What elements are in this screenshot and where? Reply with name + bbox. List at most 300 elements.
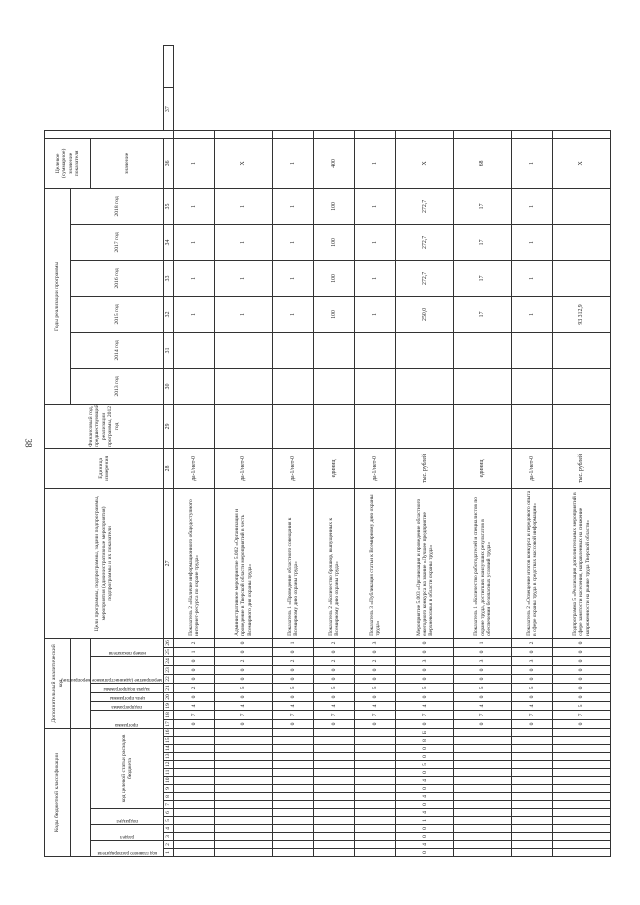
code-digit-cell: 4 — [272, 702, 313, 711]
code-digit-cell: 4 — [396, 809, 454, 817]
year-2016-cell: 100 — [314, 260, 355, 296]
year-2014-cell — [314, 332, 355, 368]
code-digit-cell — [174, 833, 215, 841]
code-digit-cell — [553, 825, 611, 833]
year-2018-cell: 100 — [314, 188, 355, 224]
code-digit-cell — [553, 849, 611, 857]
code-digit-cell: 2 — [355, 657, 396, 666]
target-value-cell: Х — [396, 138, 454, 188]
code-digit-cell: 1 — [396, 817, 454, 825]
column-number: 12 — [164, 761, 174, 769]
code-digit-cell: 7 — [454, 711, 512, 720]
code-digit-cell — [355, 841, 396, 849]
column-number: 4 — [164, 825, 174, 833]
code-digit-cell — [355, 849, 396, 857]
code-digit-cell — [511, 825, 552, 833]
year-2015-cell: 250,0 — [396, 296, 454, 332]
code-digit-cell — [215, 841, 273, 849]
code-digit-cell — [454, 793, 512, 801]
code-digit-cell — [174, 841, 215, 849]
code-digit-cell: 0 — [511, 666, 552, 675]
code-digit-cell — [314, 833, 355, 841]
prev-year-cell — [215, 404, 273, 448]
code-digit-cell: 0 — [553, 720, 611, 729]
column-number: 20 — [164, 693, 174, 702]
code-digit-cell — [355, 745, 396, 753]
code-digit-cell: 7 — [396, 711, 454, 720]
code-digit-cell: 0 — [396, 693, 454, 702]
column-number-row — [164, 46, 174, 857]
year-2018-cell — [553, 188, 611, 224]
year-2017-cell: 1 — [511, 224, 552, 260]
code-digit-cell: 5 — [454, 684, 512, 693]
code-digit-cell — [314, 785, 355, 793]
fin-prev-header: Финансовый год, предшествующий реализации программы, 2012 год — [45, 404, 164, 448]
code-digit-cell — [355, 817, 396, 825]
year-2014-cell — [355, 332, 396, 368]
code-digit-cell — [215, 753, 273, 761]
year-2013-cell — [272, 368, 313, 404]
code-digit-cell — [511, 801, 552, 809]
year-2015-cell: 1 — [272, 296, 313, 332]
code-digit-cell — [314, 809, 355, 817]
code-digit-cell — [174, 793, 215, 801]
column-number: 16 — [164, 729, 174, 737]
code-digit-cell: 4 — [355, 702, 396, 711]
code-digit-cell — [454, 817, 512, 825]
column-number: 24 — [164, 657, 174, 666]
code-digit-cell: 0 — [174, 693, 215, 702]
column-number: 5 — [164, 817, 174, 825]
column-number: 7 — [164, 801, 174, 809]
table-row — [174, 46, 215, 857]
code-digit-cell — [174, 769, 215, 777]
code-digit-cell — [454, 801, 512, 809]
code-digit-cell: 0 — [215, 720, 273, 729]
code-digit-cell: 7 — [314, 711, 355, 720]
code-digit-cell — [355, 769, 396, 777]
code-digit-cell — [215, 785, 273, 793]
description-cell: Подпрограмма 5 «Реализация дополнительных мероприятий в сфере занятости населения, направленных на снижение напряженности на рынке труда Тверской области» — [553, 488, 611, 638]
code-digit-cell: 0 — [314, 675, 355, 684]
column-number: 28 — [164, 448, 174, 488]
column-number: 19 — [164, 702, 174, 711]
code-digit-cell: 0 — [272, 648, 313, 657]
code-digit-cell — [272, 841, 313, 849]
code-digit-cell: 0 — [396, 638, 454, 647]
year-2015-cell: 93 312,9 — [553, 296, 611, 332]
column-number: 3 — [164, 833, 174, 841]
code-digit-cell — [272, 785, 313, 793]
code-digit-cell — [511, 849, 552, 857]
year-2018-header: 2018 год — [71, 188, 164, 224]
code-digit-cell — [174, 825, 215, 833]
code-digit-cell: 0 — [511, 648, 552, 657]
code-digit-cell — [174, 785, 215, 793]
code-digit-cell: 0 — [396, 720, 454, 729]
column-number: 2 — [164, 841, 174, 849]
code-digit-cell — [272, 809, 313, 817]
code-digit-cell: 2 — [314, 657, 355, 666]
code-digit-cell: 0 — [355, 648, 396, 657]
column-number: 33 — [164, 260, 174, 296]
code-digit-cell: 0 — [215, 675, 273, 684]
target-value-cell: Х — [215, 138, 273, 188]
description-cell: Мероприятие 5.003 «Организация и проведение областного ежегодного конкурса на звание «Лучшее предприятие Верхневолжья в области охраны труда» — [396, 488, 454, 638]
year-2014-cell — [396, 332, 454, 368]
description-cell: Показатель 1 «Количество работодателей и специалистов по охране труда, достигших наилучших результатов в обеспечении безопасных условий труда» — [454, 488, 512, 638]
code-digit-cell — [215, 729, 273, 737]
code-digit-cell — [511, 809, 552, 817]
year-2015-cell: 1 — [511, 296, 552, 332]
unit-cell: да-1/нет-0 — [511, 448, 552, 488]
code-digit-cell: 0 — [396, 675, 454, 684]
code-digit-cell — [272, 833, 313, 841]
code-digit-cell — [454, 785, 512, 793]
column-number: 9 — [164, 785, 174, 793]
code-digit-cell — [553, 729, 611, 737]
code-digit-cell — [272, 729, 313, 737]
years-group-header: Годы реализации программы — [45, 188, 71, 404]
kbk-header: Коды бюджетной классификации — [45, 729, 71, 857]
year-2013-header: 2013 год — [71, 368, 164, 404]
target-value-cell: 1 — [511, 138, 552, 188]
code-digit-cell: 0 — [396, 745, 454, 753]
description-cell: Показатель 1 «Проведение областного совещания к Всемирному дню охраны труда» — [272, 488, 313, 638]
code-digit-cell: 7 — [272, 711, 313, 720]
year-2014-cell — [511, 332, 552, 368]
target-value-cell: Х — [553, 138, 611, 188]
column-number: 23 — [164, 666, 174, 675]
code-digit-cell — [553, 745, 611, 753]
code-digit-cell — [511, 761, 552, 769]
code-digit-cell: 0 — [454, 720, 512, 729]
description-cell: Показатель 3 «Публикация статьи к Всемирному дню охраны труда» — [355, 488, 396, 638]
code-digit-cell: 4 — [174, 702, 215, 711]
code-digit-cell: 0 — [314, 720, 355, 729]
code-digit-cell — [454, 841, 512, 849]
code-digit-cell — [511, 841, 552, 849]
code-digit-cell — [314, 825, 355, 833]
code-digit-cell — [511, 817, 552, 825]
year-2013-cell — [511, 368, 552, 404]
code-digit-cell — [174, 849, 215, 857]
column-number: 26 — [164, 638, 174, 647]
year-2017-cell: 1 — [174, 224, 215, 260]
code-digit-cell — [314, 777, 355, 785]
code-digit-cell — [355, 785, 396, 793]
code-digit-cell: 2 — [215, 657, 273, 666]
code-digit-cell: 2 — [174, 638, 215, 647]
sub-header: код главного распорядителя — [97, 850, 157, 855]
code-digit-cell: 0 — [272, 675, 313, 684]
code-digit-cell: 7 — [553, 711, 611, 720]
column-number: 25 — [164, 648, 174, 657]
code-digit-cell: 5 — [396, 761, 454, 769]
code-digit-cell: 0 — [396, 753, 454, 761]
code-digit-cell — [511, 769, 552, 777]
unit-cell: да-1/нет-0 — [174, 448, 215, 488]
code-digit-cell — [511, 833, 552, 841]
description-cell: Административное мероприятие 5.002 «Организация и проведение в Тверской области мероприятий в честь Всемирного дня охраны труда» — [215, 488, 273, 638]
code-digit-cell: 0 — [511, 693, 552, 702]
code-digit-cell — [314, 769, 355, 777]
column-number: 11 — [164, 769, 174, 777]
code-digit-cell — [511, 785, 552, 793]
column-number: 32 — [164, 296, 174, 332]
code-digit-cell — [553, 841, 611, 849]
year-2015-header: 2015 год — [71, 296, 164, 332]
code-digit-cell — [174, 809, 215, 817]
unit-cell: тыс. рублей — [396, 448, 454, 488]
code-digit-cell: 0 — [454, 666, 512, 675]
year-2016-cell: 1 — [174, 260, 215, 296]
code-digit-cell — [272, 801, 313, 809]
code-digit-cell: 0 — [272, 720, 313, 729]
column-number: 37 — [164, 88, 174, 130]
column-number: 34 — [164, 224, 174, 260]
code-digit-cell — [511, 793, 552, 801]
code-digit-cell — [215, 761, 273, 769]
prev-year-cell — [511, 404, 552, 448]
column-number: 17 — [164, 720, 174, 729]
code-digit-cell: 0 — [272, 693, 313, 702]
code-digit-cell — [272, 737, 313, 745]
code-digit-cell: 4 — [396, 793, 454, 801]
code-digit-cell: 7 — [215, 711, 273, 720]
column-number: 30 — [164, 368, 174, 404]
code-digit-cell: 0 — [215, 693, 273, 702]
code-digit-cell — [314, 737, 355, 745]
table-row — [511, 46, 552, 857]
code-digit-cell — [174, 817, 215, 825]
table-row — [355, 46, 396, 857]
year-2016-cell: 1 — [215, 260, 273, 296]
code-digit-cell — [272, 769, 313, 777]
column-number: 22 — [164, 675, 174, 684]
code-digit-cell: 7 — [174, 711, 215, 720]
column-number: 36 — [164, 138, 174, 188]
code-digit-cell — [174, 745, 215, 753]
code-digit-cell — [553, 801, 611, 809]
code-digit-cell — [454, 769, 512, 777]
year-2016-cell: 272,7 — [396, 260, 454, 296]
code-digit-cell: 0 — [396, 785, 454, 793]
year-2014-cell — [454, 332, 512, 368]
code-digit-cell — [314, 729, 355, 737]
unit-header: Единица измерения — [45, 448, 164, 488]
year-2013-cell — [553, 368, 611, 404]
unit-cell: да-1/нет-0 — [215, 448, 273, 488]
code-digit-cell: 0 — [553, 666, 611, 675]
table-row — [314, 46, 355, 857]
column-number: 10 — [164, 777, 174, 785]
code-digit-cell: 4 — [396, 841, 454, 849]
code-digit-cell — [355, 753, 396, 761]
column-number: 21 — [164, 684, 174, 693]
code-digit-cell — [553, 817, 611, 825]
code-digit-cell: 0 — [553, 675, 611, 684]
code-digit-cell — [215, 825, 273, 833]
code-digit-cell — [553, 761, 611, 769]
code-digit-cell — [215, 801, 273, 809]
code-digit-cell — [174, 761, 215, 769]
target-value-cell: 400 — [314, 138, 355, 188]
goals-header: Цели программы, подпрограммы, задачи подпрограммы, мероприятия (административные мероприятия) подпрограммы и их показатели — [45, 488, 164, 638]
code-digit-cell — [511, 737, 552, 745]
code-digit-cell: 0 — [396, 769, 454, 777]
year-2014-cell — [272, 332, 313, 368]
target-value-cell: 68 — [454, 138, 512, 188]
code-digit-cell: 0 — [553, 638, 611, 647]
code-digit-cell — [174, 737, 215, 745]
code-digit-cell: 0 — [454, 675, 512, 684]
year-2013-cell — [454, 368, 512, 404]
code-digit-cell — [174, 729, 215, 737]
table-body — [174, 46, 611, 857]
column-number: 29 — [164, 404, 174, 448]
table-row — [454, 46, 512, 857]
code-digit-cell: 0 — [355, 693, 396, 702]
year-2016-cell: 17 — [454, 260, 512, 296]
table-row — [215, 46, 273, 857]
rotated-table-container — [44, 45, 611, 857]
column-number: 35 — [164, 188, 174, 224]
year-2014-cell — [174, 332, 215, 368]
code-digit-cell — [454, 745, 512, 753]
target-value-cell: 1 — [355, 138, 396, 188]
code-digit-cell — [314, 753, 355, 761]
code-digit-cell: 5 — [272, 684, 313, 693]
code-digit-cell — [355, 809, 396, 817]
year-2018-cell: 1 — [272, 188, 313, 224]
year-2015-cell: 1 — [174, 296, 215, 332]
program-table — [44, 45, 611, 857]
sub-header: программа — [115, 722, 139, 727]
code-digit-cell — [355, 729, 396, 737]
code-digit-cell: 0 — [396, 648, 454, 657]
code-digit-cell — [454, 729, 512, 737]
year-2017-header: 2017 год — [71, 224, 164, 260]
code-digit-cell: 8 — [396, 737, 454, 745]
code-digit-cell: 0 — [215, 666, 273, 675]
code-digit-cell — [272, 825, 313, 833]
table-row — [272, 46, 313, 857]
code-digit-cell — [174, 801, 215, 809]
year-2017-cell: 17 — [454, 224, 512, 260]
code-digit-cell: 0 — [355, 720, 396, 729]
code-digit-cell: 0 — [454, 693, 512, 702]
year-2013-cell — [396, 368, 454, 404]
code-digit-cell — [215, 833, 273, 841]
code-digit-cell: 0 — [215, 638, 273, 647]
year-2014-cell — [215, 332, 273, 368]
year-2015-cell: 100 — [314, 296, 355, 332]
year-2017-cell: 272,7 — [396, 224, 454, 260]
code-digit-cell: 4 — [511, 702, 552, 711]
prev-year-cell — [174, 404, 215, 448]
code-digit-cell: 0 — [314, 666, 355, 675]
code-digit-cell: 0 — [174, 675, 215, 684]
code-digit-cell — [272, 777, 313, 785]
year-2018-cell: 1 — [215, 188, 273, 224]
column-number: 13 — [164, 753, 174, 761]
code-digit-cell — [454, 753, 512, 761]
column-number: 1 — [164, 849, 174, 857]
code-digit-cell — [215, 737, 273, 745]
code-digit-cell: 0 — [355, 675, 396, 684]
code-digit-cell — [215, 777, 273, 785]
unit-cell: да-1/нет-0 — [272, 448, 313, 488]
code-digit-cell: 7 — [355, 711, 396, 720]
prev-year-cell — [553, 404, 611, 448]
year-2014-header: 2014 год — [71, 332, 164, 368]
code-digit-cell — [215, 849, 273, 857]
value-header: значение — [91, 138, 164, 188]
code-digit-cell — [272, 753, 313, 761]
column-number: 31 — [164, 332, 174, 368]
code-digit-cell — [314, 761, 355, 769]
code-digit-cell: 4 — [454, 702, 512, 711]
code-digit-cell — [314, 793, 355, 801]
year-2016-cell: 1 — [355, 260, 396, 296]
code-digit-cell: 0 — [511, 675, 552, 684]
code-digit-cell: 2 — [511, 638, 552, 647]
code-digit-cell: 0 — [355, 666, 396, 675]
prev-year-cell — [314, 404, 355, 448]
code-digit-cell: 0 — [396, 825, 454, 833]
code-digit-cell — [272, 793, 313, 801]
year-2017-cell: 100 — [314, 224, 355, 260]
code-digit-cell — [355, 761, 396, 769]
code-digit-cell — [272, 761, 313, 769]
code-digit-cell — [215, 769, 273, 777]
code-digit-cell — [215, 745, 273, 753]
unit-cell: да-1/нет-0 — [355, 448, 396, 488]
code-digit-cell: 0 — [174, 666, 215, 675]
prev-year-cell — [272, 404, 313, 448]
prev-year-cell — [396, 404, 454, 448]
code-digit-cell: 7 — [511, 711, 552, 720]
code-digit-cell: 0 — [396, 666, 454, 675]
code-digit-cell — [272, 849, 313, 857]
unit-cell: единиц — [314, 448, 355, 488]
code-digit-cell — [314, 817, 355, 825]
code-digit-cell: 1 — [454, 638, 512, 647]
sub-header: код целевой статьи расходов бюджета — [91, 729, 164, 809]
column-number: 6 — [164, 809, 174, 817]
page-number: 38 — [23, 438, 34, 448]
extra-code-header: Дополнительный аналитический код — [45, 638, 71, 728]
code-digit-cell: 1 — [174, 648, 215, 657]
code-digit-cell: 0 — [174, 657, 215, 666]
code-digit-cell — [355, 737, 396, 745]
year-2018-cell: 1 — [355, 188, 396, 224]
year-2017-cell: 1 — [272, 224, 313, 260]
column-number: 14 — [164, 745, 174, 753]
code-digit-cell — [454, 777, 512, 785]
code-digit-cell: 5 — [215, 684, 273, 693]
code-digit-cell — [553, 769, 611, 777]
code-digit-cell — [454, 737, 512, 745]
year-2018-cell: 17 — [454, 188, 512, 224]
code-digit-cell: 4 — [396, 777, 454, 785]
year-2013-cell — [174, 368, 215, 404]
code-digit-cell — [314, 841, 355, 849]
year-2016-cell: 1 — [272, 260, 313, 296]
sub-header: подпрограмма — [111, 704, 143, 709]
code-digit-cell: 0 — [396, 833, 454, 841]
